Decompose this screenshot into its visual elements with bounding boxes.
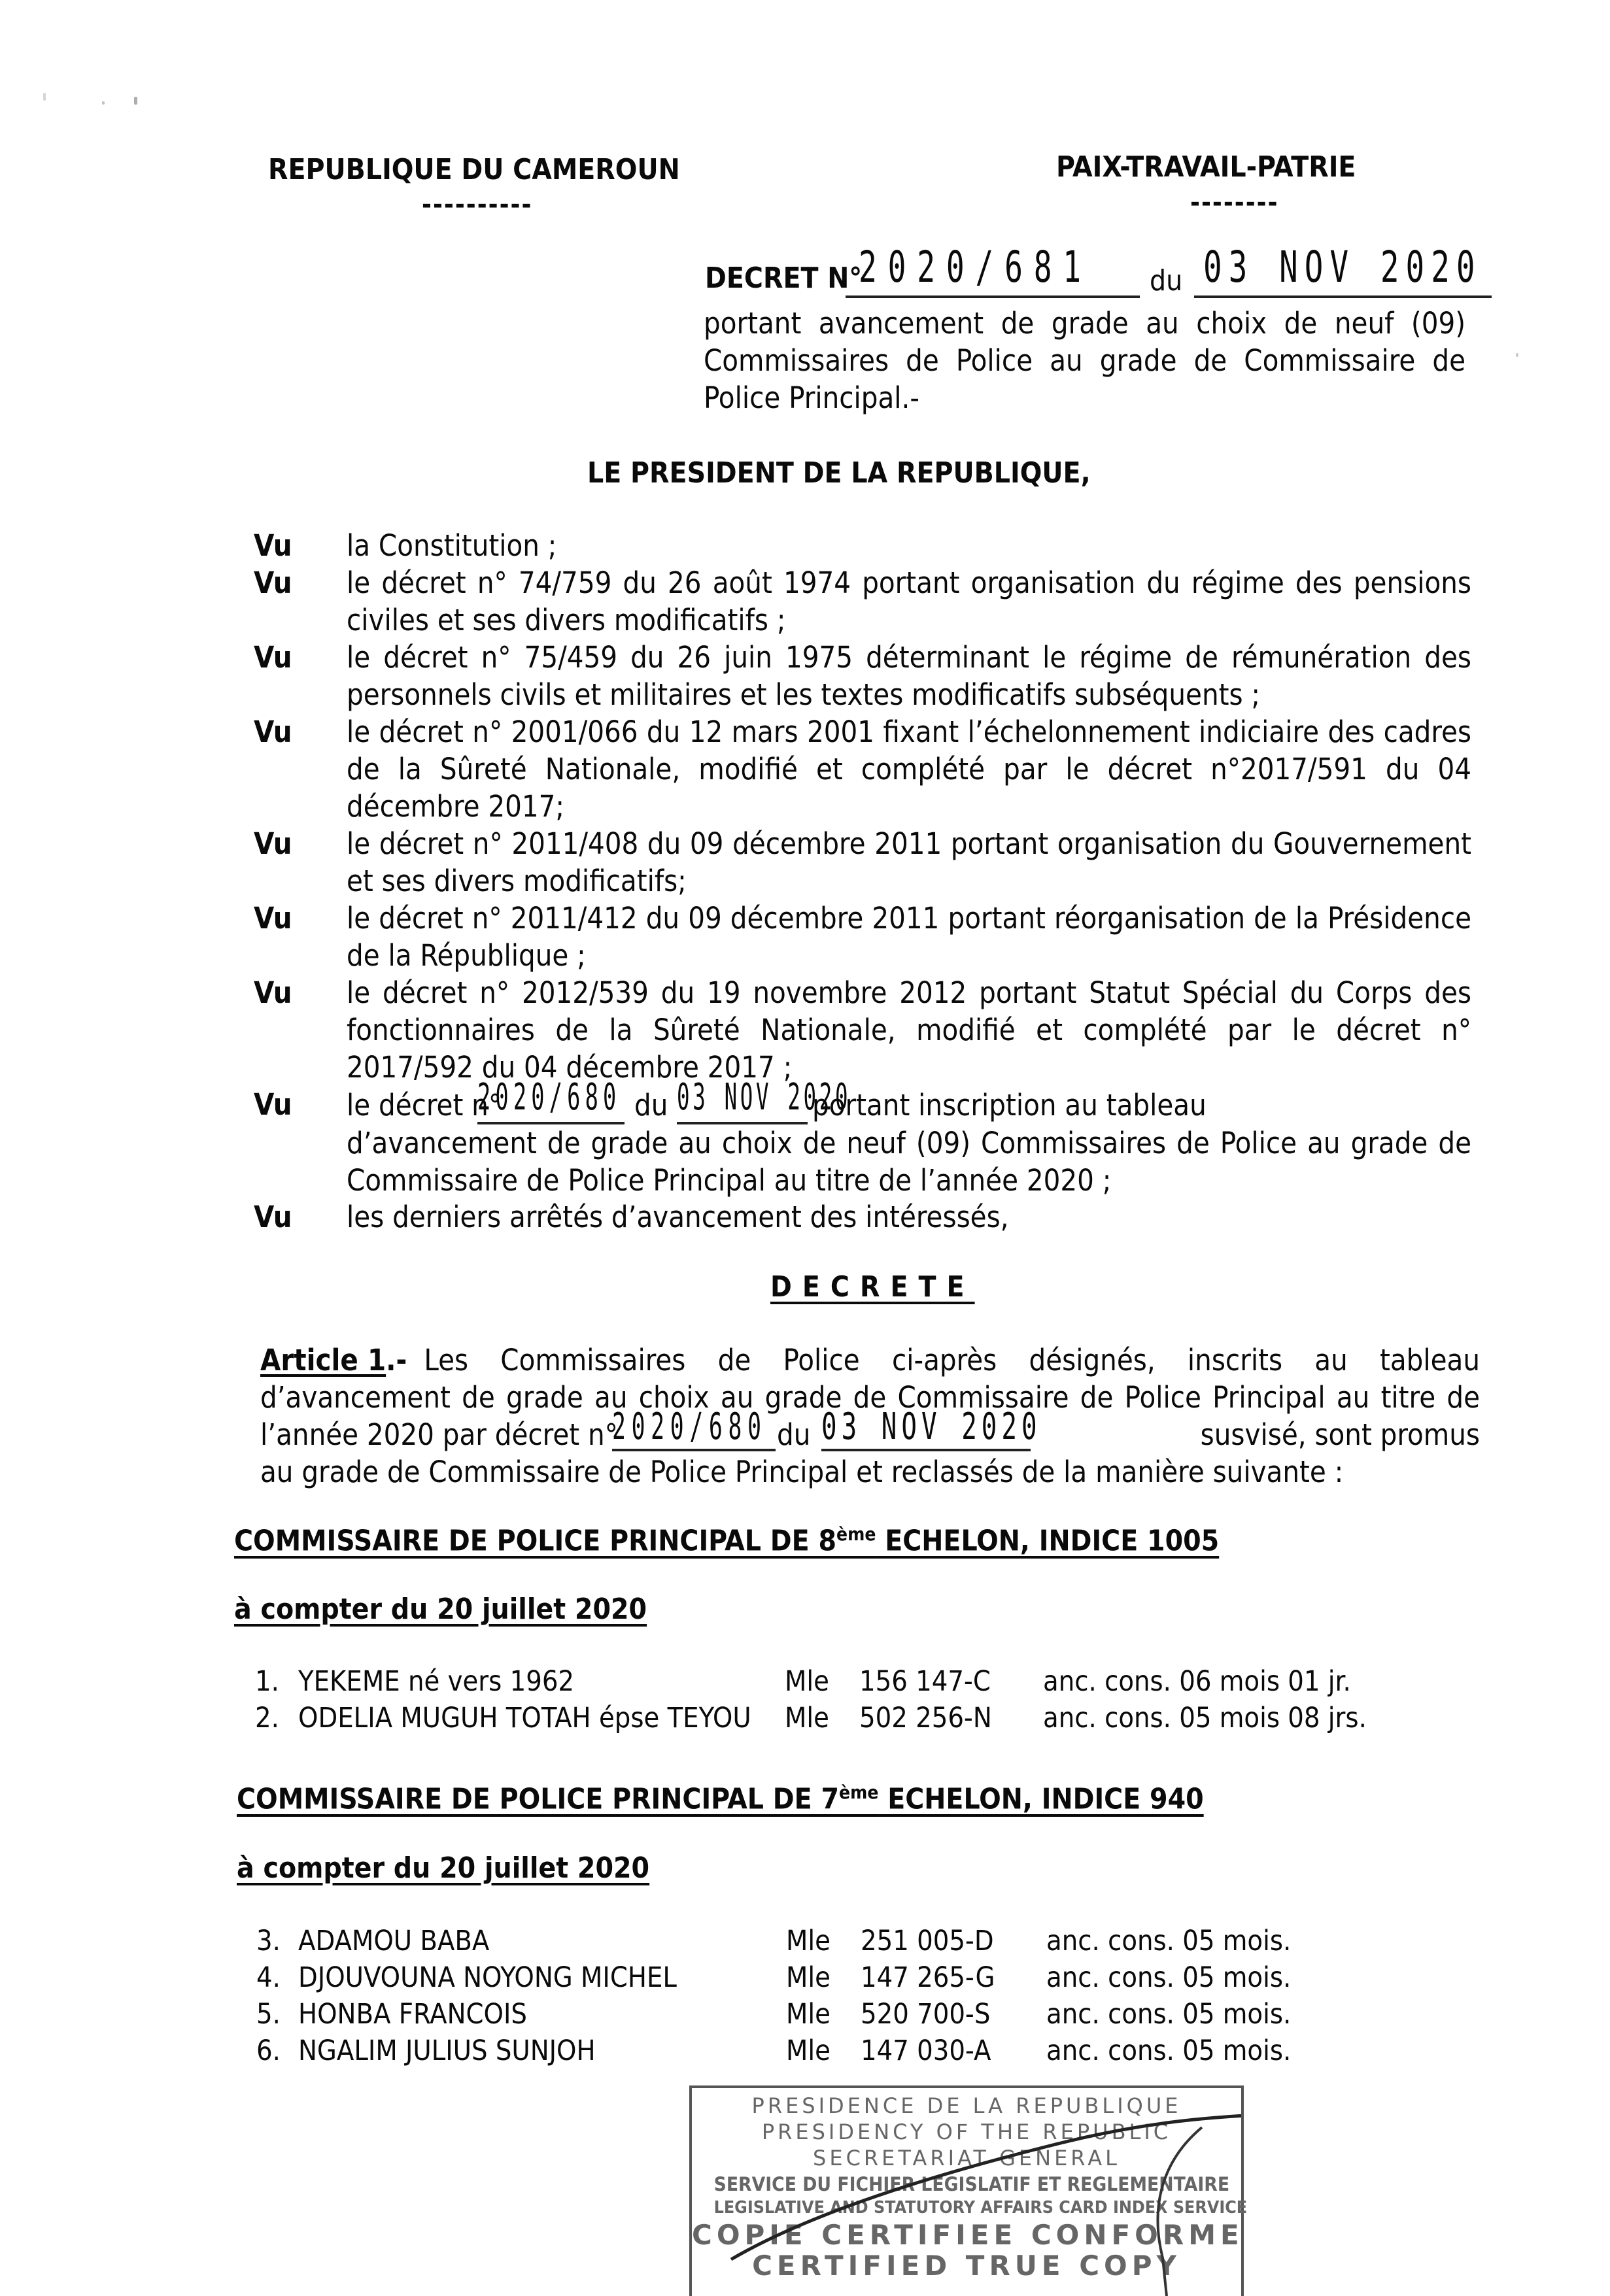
row-seniority: anc. cons. 06 mois 01 jr. xyxy=(1043,1665,1351,1698)
article-du: du xyxy=(777,1417,811,1452)
table-row xyxy=(255,2034,1380,2071)
decree-number-line xyxy=(705,242,1516,301)
vu-label: Vu xyxy=(254,566,292,600)
article-1-line-2: d’avancement de grade au choix au grade de Commissaire de Police Principal au titre de xyxy=(260,1380,1480,1415)
stamp-line: LEGISLATIVE AND STATUTORY AFFAIRS CARD INDEX SERVICE xyxy=(713,2198,1248,2218)
row-mle-label: Mle xyxy=(785,1702,829,1734)
stamp-date: 03 NOV 2020 xyxy=(677,1079,808,1124)
row-mle-label: Mle xyxy=(786,2034,831,2067)
article-text: Les Commissaires de Police ci-après désignés, inscrits au tableau xyxy=(424,1343,1480,1377)
row-mle-label: Mle xyxy=(786,1998,831,2031)
vu-text: le décret n° 2011/408 du 09 décembre 2011 portant organisation du Gouvernement et ses divers modificatifs; xyxy=(347,826,1471,898)
vu-du: du xyxy=(634,1088,668,1123)
article-1-line-1 xyxy=(260,1342,1480,1379)
row-number: 3. xyxy=(256,1925,281,1957)
scan-speck xyxy=(43,93,46,101)
stamp-line: SERVICE DU FICHIER LEGISLATIF ET REGLEMENTAIRE xyxy=(713,2173,1230,2195)
section-title-7th-echelon: COMMISSAIRE DE POLICE PRINCIPAL DE 7ème ECHELON, INDICE 940 xyxy=(237,1781,1204,1816)
vu-text: le décret n° 2001/066 du 12 mars 2001 fixant l’échelonnement indiciaire des cadres de la Sûreté Nationale, modifié et complété par le décret n°2017/591 du 04 décembre 2017; xyxy=(347,715,1471,824)
article-1 xyxy=(260,1342,1480,1491)
row-seniority: anc. cons. 05 mois. xyxy=(1046,1998,1292,2031)
row-seniority: anc. cons. 05 mois. xyxy=(1046,1961,1292,1994)
row-matricule: 147 265-G xyxy=(861,1961,995,1994)
stamp-line: SECRETARIAT GENERAL xyxy=(813,2146,1120,2170)
vu-label: Vu xyxy=(254,901,292,936)
decrete-heading: DECRETE xyxy=(770,1270,975,1304)
table-row xyxy=(255,1702,1380,1738)
row-mle-label: Mle xyxy=(786,1961,831,1994)
row-number: 1. xyxy=(255,1665,279,1698)
vu-text: le décret n° 75/459 du 26 juin 1975 déterminant le régime de rémunération des personnels civils et militaires et les textes modificatifs subséquents ; xyxy=(347,640,1471,712)
scan-speck xyxy=(134,97,137,105)
decree-subject: portant avancement de grade au choix de neuf (09) Commissaires de Police au grade de Commissaire de Police Principal.- xyxy=(704,306,1465,415)
decree-label: DECRET N° xyxy=(705,262,863,295)
stamp-line: PRESIDENCE DE LA REPUBLIQUE xyxy=(751,2093,1182,2118)
vu-text-stamped xyxy=(347,1076,1471,1124)
scan-speck xyxy=(102,101,105,105)
vu-text: le décret n° 74/759 du 26 août 1974 portant organisation du régime des pensions civiles et ses divers modificatifs ; xyxy=(347,566,1471,637)
motto: PAIX-TRAVAIL-PATRIE xyxy=(1056,150,1356,184)
row-name: HONBA FRANCOIS xyxy=(298,1998,527,2031)
table-row xyxy=(255,1925,1380,1961)
decree-du: du xyxy=(1150,264,1183,297)
row-name: DJOUVOUNA NOYONG MICHEL xyxy=(298,1961,677,1994)
vu-label: Vu xyxy=(254,640,292,675)
table-row xyxy=(255,1665,1380,1702)
article-1-line-3 xyxy=(260,1406,1480,1453)
decree-date-stamp: 03 NOV 2020 xyxy=(1194,242,1492,298)
row-seniority: anc. cons. 05 mois. xyxy=(1046,2034,1292,2067)
scan-speck xyxy=(1516,353,1518,357)
row-number: 2. xyxy=(255,1702,279,1734)
article-1-line-4: au grade de Commissaire de Police Principal et reclassés de la manière suivante : xyxy=(260,1455,1344,1489)
stamp-line: CERTIFIED TRUE COPY xyxy=(752,2250,1181,2282)
republic-title: REPUBLIQUE DU CAMEROUN xyxy=(268,153,680,186)
stamp-line: COPIE CERTIFIEE CONFORME xyxy=(692,2219,1244,2251)
row-name: YEKEME né vers 1962 xyxy=(298,1665,575,1698)
vu-label: Vu xyxy=(254,1200,292,1234)
row-number: 6. xyxy=(256,2034,281,2067)
article-line3-prefix: l’année 2020 par décret n° xyxy=(260,1417,618,1452)
row-matricule: 156 147-C xyxy=(859,1665,991,1698)
vu-text: les derniers arrêtés d’avancement des intéressés, xyxy=(347,1200,1009,1234)
vu-suffix: portant inscription au tableau xyxy=(812,1088,1207,1123)
vu-text-rest: d’avancement de grade au choix de neuf (09) Commissaires de Police au grade de Commissaire de Police Principal au titre de l’année 2020 ; xyxy=(347,1126,1471,1198)
section-effective-date: à compter du 20 juillet 2020 xyxy=(237,1851,650,1885)
row-seniority: anc. cons. 05 mois. xyxy=(1046,1925,1292,1957)
row-name: NGALIM JULIUS SUNJOH xyxy=(298,2034,596,2067)
decree-number-stamp: 2020/681 xyxy=(846,242,1140,298)
vu-text: la Constitution ; xyxy=(347,528,557,563)
table-row xyxy=(255,1961,1380,1998)
section-effective-date: à compter du 20 juillet 2020 xyxy=(234,1593,647,1626)
republic-divider: ---------- xyxy=(422,190,533,220)
row-matricule: 147 030-A xyxy=(861,2034,991,2067)
row-name: ADAMOU BABA xyxy=(298,1925,490,1957)
stamp-line: PRESIDENCY OF THE REPUBLIC xyxy=(761,2119,1172,2144)
row-number: 4. xyxy=(256,1961,281,1994)
row-mle-label: Mle xyxy=(786,1925,831,1957)
vu-label: Vu xyxy=(254,528,292,563)
section-title-8th-echelon: COMMISSAIRE DE POLICE PRINCIPAL DE 8ème ECHELON, INDICE 1005 xyxy=(234,1523,1220,1558)
row-number: 5. xyxy=(256,1998,281,2031)
vu-text: le décret n° 2012/539 du 19 novembre 2012 portant Statut Spécial du Corps des fonctionnaires de la Sûreté Nationale, modifié et complété par le décret n° 2017/592 du 04 décembre 2017 ; xyxy=(347,975,1471,1085)
vu-label: Vu xyxy=(254,826,292,861)
vu-label: Vu xyxy=(254,715,292,749)
stamp-date: 03 NOV 2020 xyxy=(821,1408,1031,1451)
row-name: ODELIA MUGUH TOTAH épse TEYOU xyxy=(298,1702,751,1734)
row-matricule: 520 700-S xyxy=(861,1998,991,2031)
certified-copy-stamp xyxy=(689,2085,1248,2296)
vu-text: le décret n° 2011/412 du 09 décembre 2011 portant réorganisation de la Présidence de la République ; xyxy=(347,901,1471,973)
row-seniority: anc. cons. 05 mois 08 jrs. xyxy=(1043,1702,1367,1734)
authority-heading: LE PRESIDENT DE LA REPUBLIQUE, xyxy=(587,456,1091,490)
vu-label: Vu xyxy=(254,975,292,1010)
stamp-number: 2020/680 xyxy=(612,1408,776,1451)
vu-label: Vu xyxy=(254,1087,292,1122)
row-matricule: 502 256-N xyxy=(859,1702,992,1734)
motto-divider: -------- xyxy=(1190,188,1279,218)
row-mle-label: Mle xyxy=(785,1665,829,1698)
article-line3-suffix: susvisé, sont promus xyxy=(1200,1417,1480,1452)
article-label: Article 1.- xyxy=(260,1343,407,1377)
table-row xyxy=(255,1998,1380,2034)
vu-prefix: le décret n° xyxy=(347,1088,502,1123)
stamp-number: 2020/680 xyxy=(477,1079,625,1124)
row-matricule: 251 005-D xyxy=(861,1925,994,1957)
